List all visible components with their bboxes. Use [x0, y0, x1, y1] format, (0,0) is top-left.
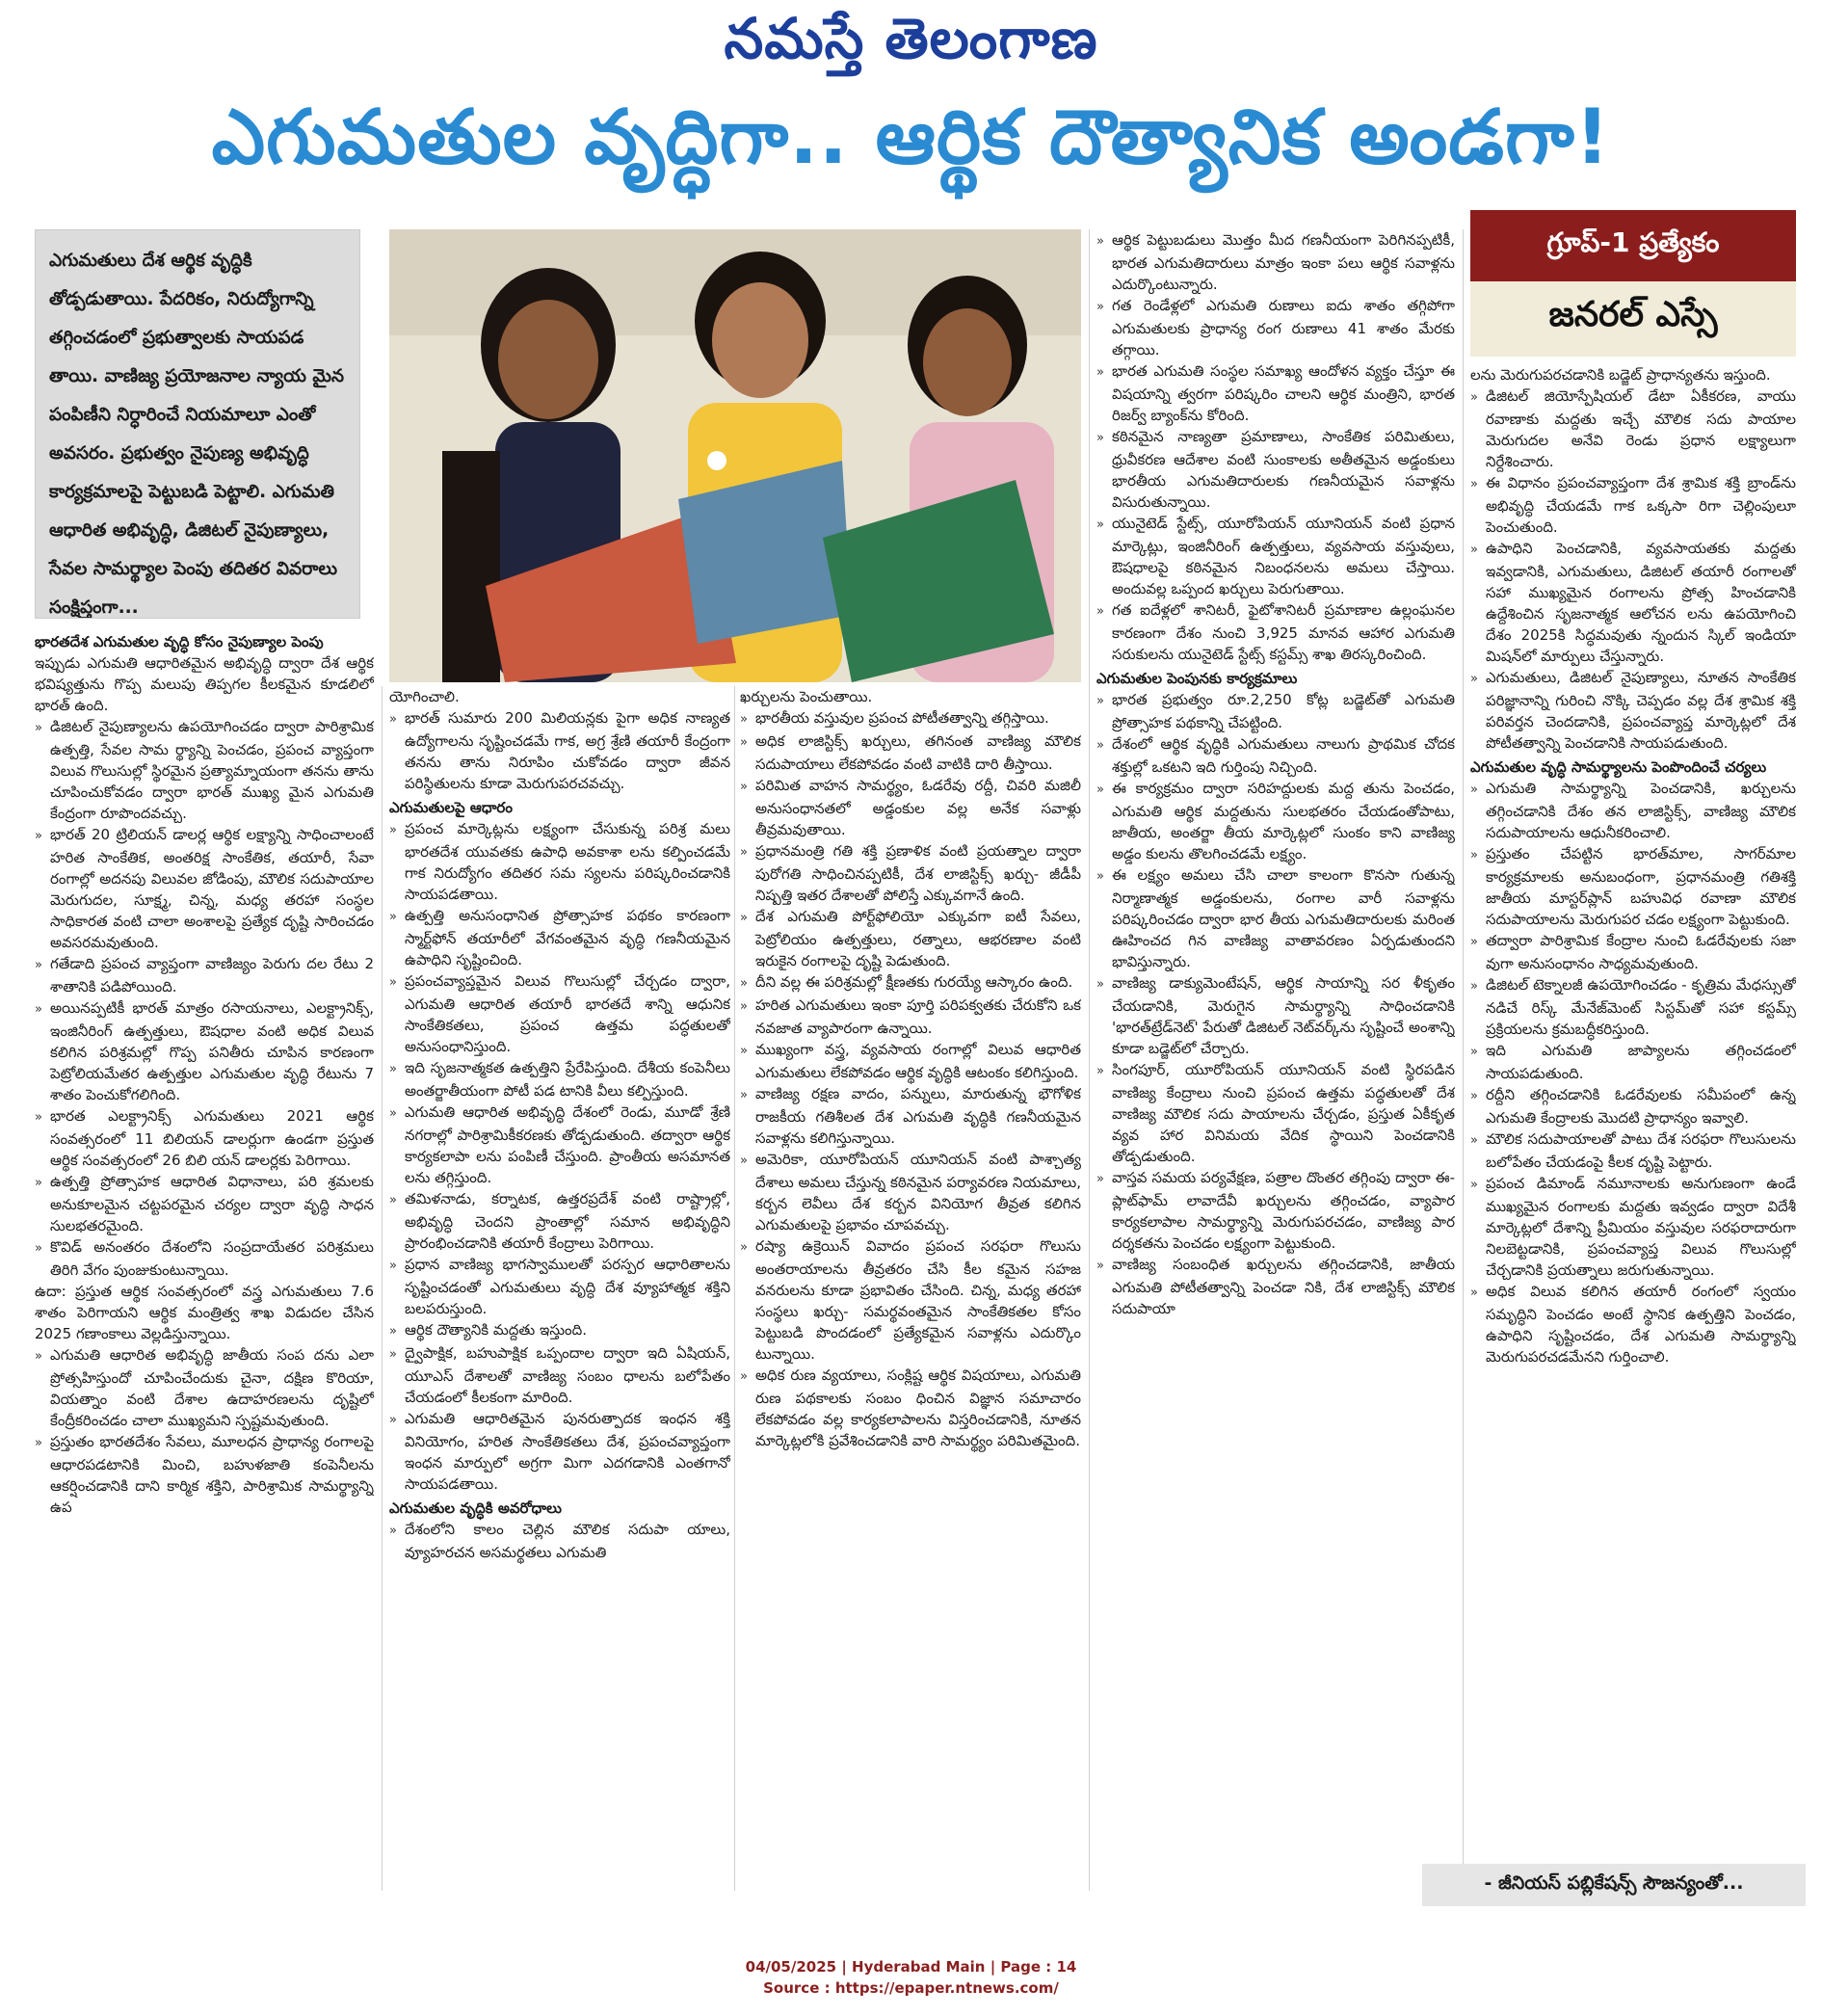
students-reading-photo-icon [389, 229, 1081, 682]
bullet-paragraph: » ఎగుమతి సామర్థ్యాన్ని పెంచడానికి, ఖర్చులను తగ్గించడానికి దేశం తన లాజిస్టిక్స్, వాణిజ్య మౌలిక సదుపాయాలను ఆధునీకరించాలి. [1470, 778, 1796, 843]
column-divider [1089, 229, 1090, 1891]
subheading: ఎగుమతుల పెంపునకు కార్యక్రమాలు [1096, 670, 1298, 687]
subheading: ఎగుమతుల వృద్ధికి అవరోధాలు [389, 1499, 562, 1517]
bullet-paragraph: » భారతీయ వస్తువుల ప్రపంచ పోటీతత్వాన్ని తగ్గిస్తాయి. [740, 707, 1081, 730]
section-title: జనరల్ ఎస్సే [1470, 281, 1796, 357]
bullet-paragraph: » ఉత్పత్తి ప్రోత్సాహక ఆధారిత విధానాలు, పరి శ్రమలకు అనుకూలమైన చట్టపరమైన చర్యల ద్వారా వృద్ధి సాధన సులభతరమైంది. [35, 1171, 374, 1236]
bullet-paragraph: » వాణిజ్య రక్షణ వాదం, పన్నులు, మారుతున్న భౌగోళిక రాజకీయ గతిశీలత దేశ ఎగుమతి వృద్ధికి గణనీయమైన సవాళ్లను కలిగిస్తున్నాయి. [740, 1083, 1081, 1149]
bullet-paragraph: » గతేడాది ప్రపంచ వ్యాప్తంగా వాణిజ్యం పెరుగు దల రేటు 2 శాతానికి పడిపోయింది. [35, 953, 374, 997]
bullet-paragraph: » వాణిజ్య డాక్యుమెంటేషన్, ఆర్థిక సాయాన్ని సర ళీకృతం చేయడానికి, మెరుగైన సామర్థ్యాన్ని సాధించడానికి 'భారత్‌ట్రేడ్‌నెట్' పేరుతో డిజిటల్ నెట్‌వర్క్‌ను సృష్టించే అంశాన్ని కూడా బడ్జెట్‌లో చేర్చారు. [1096, 972, 1455, 1059]
bullet-paragraph: » భారత్ 20 ట్రిలియన్ డాలర్ల ఆర్థిక లక్ష్యాన్ని సాధించాలంటే హరిత సాంకేతిక, అంతరిక్ష సాంకేతిక, తయారీ, సేవా రంగాల్లో అదనపు విలువల జోడింపు, మౌలిక సదుపాయాల మెరుగుదల, సూక్ష్మ, చిన్న, మధ్య తరహా సంస్థల సాధికారత వంటి చాలా అంశాలపై ప్రత్యేక దృష్టి సారించడం అవసరమవుతుంది. [35, 824, 374, 953]
bullet-paragraph: » ఆర్థిక పెట్టుబడులు మొత్తం మీద గణనీయంగా పెరిగినప్పటికీ, భారత ఎగుమతిదారులు మాత్రం ఇంకా పలు ఆర్థిక సవాళ్లను ఎదుర్కొంటున్నారు. [1096, 229, 1455, 295]
bullet-paragraph: » మౌలిక సదుపాయాలతో పాటు దేశ సరఫరా గొలుసులను బలోపేతం చేయడంపై కీలక దృష్టి పెట్టారు. [1470, 1128, 1796, 1173]
bullet-paragraph: » భారత్ సుమారు 200 మిలియన్లకు పైగా అధిక నాణ్యత ఉద్యోగాలను సృష్టించడమే గాక, అగ్ర శ్రేణి తయారీ కేంద్రంగా తనను తాను నిరూపిం చుకోవడం ద్వారా జీవన పరిస్థితులను కూడా మెరుగుపరచవచ్చు. [389, 707, 730, 794]
article-column-5 [1470, 364, 1796, 1868]
bullet-paragraph: » దేశ ఎగుమతి పోర్ట్‌ఫోలియో ఎక్కువగా ఐటీ సేవలు, పెట్రోలియం ఉత్పత్తులు, రత్నాలు, ఆభరణాల వంటి ఇరుకైన రంగాలపై దృష్టి పెడుతుంది. [740, 906, 1081, 971]
bullet-paragraph: » అమెరికా, యూరోపియన్ యూనియన్ వంటి పాశ్చాత్య దేశాలు అమలు చేస్తున్న కఠినమైన పర్యావరణ నియమాలు, కర్బన లెవీలు దేశ కర్బన వినియోగ తీవ్రత కలిగిన ఎగుమతులపై ప్రభావం చూపవచ్చు. [740, 1149, 1081, 1235]
bullet-paragraph: » గత రెండేళ్లలో ఎగుమతి రుణాలు ఐదు శాతం తగ్గిపోగా ఎగుమతులకు ప్రాధాన్య రంగ రుణాలు 41 శాతం మేరకు తగ్గాయి. [1096, 295, 1455, 360]
bullet-paragraph: » రష్యా ఉక్రెయిన్ వివాదం ప్రపంచ సరఫరా గొలుసు అంతరాయాలను తీవ్రతరం చేసి కీల కమైన సహజ వనరులను కూడా ప్రభావితం చేసింది. చిన్న, మధ్య తరహా సంస్థలు ఖర్చు- సమర్థవంతమైన సాంకేతికతల కోసం పెట్టుబడి పొందడంలో ప్రత్యేకమైన సవాళ్లను ఎదుర్కొం టున్నాయి. [740, 1235, 1081, 1365]
bullet-paragraph: » కొవిడ్ అనంతరం దేశంలోని సంప్రదాయేతర పరిశ్రమలు తిరిగి వేగం పుంజుకుంటున్నాయి. [35, 1236, 374, 1281]
bullet-paragraph: » దేశంలో ఆర్థిక వృద్ధికి ఎగుమతులు నాలుగు ప్రాథమిక చోదక శక్తుల్లో ఒకటని ఇది గుర్తింపు నిచ్చింది. [1096, 733, 1455, 778]
bullet-paragraph: » భారత ప్రభుత్వం రూ.2,250 కోట్ల బడ్జెట్‌తో ఎగుమతి ప్రోత్సాహక పథకాన్ని చేపట్టింది. [1096, 689, 1455, 733]
bullet-paragraph: » భారత ఎలక్ట్రానిక్స్ ఎగుమతులు 2021 ఆర్థిక సంవత్సరంలో 11 బిలియన్ డాలర్లుగా ఉండగా ప్రస్తుత ఆర్థిక సంవత్సరంలో 26 బిలి యన్ డాలర్లకు పెరిగాయి. [35, 1105, 374, 1171]
bullet-paragraph: » ప్రపంచ డిమాండ్ నమూనాలకు అనుగుణంగా ఉండే ముఖ్యమైన రంగాలకు మద్దతు ఇవ్వడం ద్వారా విదేశీ మార్కెట్లలో దేశాన్ని ప్రీమియం వస్తువుల సరఫరాదారుగా నిలబెట్టడానికి, ప్రపంచవ్యాప్త విలువ గొలుసుల్లో చేర్చడానికి ప్రయత్నాలు జరుగుతున్నాయి. [1470, 1173, 1796, 1281]
article-column-1 [35, 628, 374, 1891]
bullet-paragraph: » అధిక రుణ వ్యయాలు, సంక్లిష్ట ఆర్థిక విషయాలు, ఎగుమతి రుణ పథకాలకు సంబం ధించిన విజ్ఞాన సమాచారం లేకపోవడం వల్ల కార్యకలాపాలను విస్తరించడానికి, నూతన మార్కెట్లలోకి ప్రవేశించడానికి వారి సామర్థ్యం పరిమితమైంది. [740, 1365, 1081, 1451]
bullet-paragraph: » డిజిటల్ టెక్నాలజీ ఉపయోగించడం - కృత్రిమ మేధస్సుతో నడిచే రిస్క్ మేనేజ్‌మెంట్ సిస్టమ్‌తో సహా కస్టమ్స్ ప్రక్రియలను క్రమబద్ధీకరిస్తుంది. [1470, 974, 1796, 1040]
bullet-paragraph: » ఉపాధిని పెంచడానికి, వ్యవసాయతకు మద్దతు ఇవ్వడానికి, ఎగుమతులు, డిజిటల్ తయారీ రంగాలతో సహా ముఖ్యమైన రంగాలను ప్రోత్స హించడానికి ఉద్దేశించిన సృజనాత్మక ఆలోచన లను ఉపయోగించి దేశం 2025కి సిద్ధమవుతు న్నందున స్కిల్ ఇండియా మిషన్‌లో మార్పులు చేస్తున్నారు. [1470, 538, 1796, 667]
bullet-paragraph: » తమిళనాడు, కర్నాటక, ఉత్తరప్రదేశ్ వంటి రాష్ట్రాల్లో, అభివృద్ధి చెందని ప్రాంతాల్లో సమాన అభివృద్ధిని ప్రారంభించడానికి తయారీ కేంద్రాలు పెరిగాయి. [389, 1188, 730, 1254]
students-photo [389, 229, 1081, 682]
bullet-paragraph: » అయినప్పటికీ భారత్ మాత్రం రసాయనాలు, ఎలక్ట్రానిక్స్, ఇంజినీరింగ్ ఉత్పత్తులు, ఔషధాల వంటి అధిక విలువ కలిగిన పరిశ్రమల్లో గొప్ప పనితీరు చూపిన కారణంగా పెట్రోలియమేతర ఉత్పత్తుల ఎగుమతుల వృద్ధి రేటును 7 శాతం పెంచుకోగలిగింది. [35, 997, 374, 1105]
bullet-paragraph: » పరిమిత వాహన సామర్థ్యం, ఓడరేవు రద్దీ, చివరి మజిలీ అనుసంధానతలో అడ్డంకుల వల్ల అనేక సవాళ్లు తీవ్రమవుతాయి. [740, 775, 1081, 840]
bullet-paragraph: » హరిత ఎగుమతులు ఇంకా పూర్తి పరిపక్వతకు చేరుకోని ఒక నవజాత వ్యాపారంగా ఉన్నాయి. [740, 995, 1081, 1039]
bullet-paragraph: » ప్రస్తుతం చేపట్టిన భారత్‌మాల, సాగర్‌మాల కార్యక్రమాలకు అనుబంధంగా, ప్రధానమంత్రి గతిశక్తి జాతీయ మాస్టర్‌ప్లాన్ బహువిధ రవాణా మౌలిక సదుపాయాలను మెరుగుపర చడం లక్ష్యంగా పెట్టుకుంది. [1470, 843, 1796, 930]
bullet-paragraph: » ప్రధానమంత్రి గతి శక్తి ప్రణాళిక వంటి ప్రయత్నాల ద్వారా పురోగతి సాధించినప్పటికీ, దేశ లాజిస్టిక్స్ ఖర్చు- జీడీపీ నిష్పత్తి ఇతర దేశాలతో పోలిస్తే ఎక్కువగానే ఉంది. [740, 840, 1081, 906]
bullet-paragraph: » ఇది ఎగుమతి జాప్యాలను తగ్గించడంలో సాయపడుతుంది. [1470, 1040, 1796, 1084]
bullet-paragraph: » దేశంలోని కాలం చెల్లిన మౌలిక సదుపా యాలు, వ్యూహరచన అసమర్థతలు ఎగుమతి [389, 1519, 730, 1563]
paragraph: ఖర్చులను పెంచుతాయి. [740, 688, 873, 705]
paragraph: ఉదా: ప్రస్తుత ఆర్థిక సంవత్సరంలో వస్త్ర ఎగుమతులు 7.6 శాతం పెరిగాయని ఆర్థిక మంత్రిత్వ శాఖ విడుదల చేసిన 2025 గణాంకాలు వెల్లడిస్తున్నాయి. [35, 1283, 374, 1342]
subheading: భారతదేశ ఎగుమతుల వృద్ధి కోసం నైపుణ్యాల పెంపు [35, 633, 324, 650]
bullet-paragraph: » డిజిటల్ జియోస్పేషియల్ డేటా ఏకీకరణ, వాయు రవాణాకు మద్దతు ఇచ్చే మౌలిక సదు పాయాల మెరుగుదల అనేవి రెండు ప్రధాన లక్ష్యాలుగా నిర్దేశించారు. [1470, 385, 1796, 472]
bullet-paragraph: » ఉత్పత్తి అనుసంధానిత ప్రోత్సాహక పథకం కారణంగా స్మార్ట్‌ఫోన్ తయారీలో వేగవంతమైన వృద్ధి గణనీయమైన ఉపాధిని సృష్టించింది. [389, 905, 730, 970]
bullet-paragraph: » వాస్తవ సమయ పర్యవేక్షణ, పత్రాల దొంతర తగ్గింపు ద్వారా ఈ-ప్లాట్‌ఫామ్ లావాదేవీ ఖర్చులను తగ్గించడం, వ్యాపార కార్యకలాపాల సామర్థ్యాన్ని మెరుగుపరచడం, వాణిజ్య పార దర్శకతను పెంచడం లక్ష్యంగా పెట్టుకుంది. [1096, 1167, 1455, 1254]
article-column-3 [740, 686, 1081, 1891]
bullet-paragraph: » గత ఐదేళ్లలో శానిటరీ, ఫైటోశానిటరీ ప్రమాణాల ఉల్లంఘనల కారణంగా దేశం నుంచి 3,925 మానవ ఆహార ఎగుమతి సరుకులను యునైటెడ్ స్టేట్స్ కస్టమ్స్ శాఖ తిరస్కరించింది. [1096, 599, 1455, 665]
bullet-paragraph: » ఈ లక్ష్యం అమలు చేసి చాలా కాలంగా కొనసా గుతున్న నిర్మాణాత్మక అడ్డంకులను, రంగాల వారీ సవాళ్లను పరిష్కరించడం ద్వారా భార తీయ ఎగుమతిదారులకు మరింత ఊహించద గిన వాణిజ్య వాతావరణం ఏర్పడుతుందని భావిస్తున్నారు. [1096, 864, 1455, 972]
bullet-paragraph: » వాణిజ్య సంబంధిత ఖర్చులను తగ్గించడానికి, జాతీయ ఎగుమతి పోటీతత్వాన్ని పెంచడా నికి, దేశ లాజిస్టిక్స్ మౌలిక సదుపాయా [1096, 1254, 1455, 1319]
bullet-paragraph: » యునైటెడ్ స్టేట్స్, యూరోపియన్ యూనియన్ వంటి ప్రధాన మార్కెట్లు, ఇంజినీరింగ్ ఉత్పత్తులు, వ్యవసాయ వస్తువులు, ఔషధాలపై కఠినమైన నిబంధనలను అమలు చేస్తాయి. అందువల్ల ఒప్పంద ఖర్చులు పెరుగుతాయి. [1096, 513, 1455, 599]
bullet-paragraph: » ప్రధాన వాణిజ్య భాగస్వాములతో పరస్పర ఆధారితాలను సృష్టించడంతో ఎగుమతులు వృద్ధి దేశ వ్యూహాత్మక శక్తిని బలపరుస్తుంది. [389, 1254, 730, 1319]
bullet-paragraph: » ఈ కార్యక్రమం ద్వారా సరిహద్దులకు మద్ద తును పెంచడం, ఎగుమతి ఆర్థిక మద్దతును సులభతరం చేయడంతోపాటు, జాతీయ, అంతర్జా తీయ మార్కెట్లలో సుంకం కాని వాణిజ్య అడ్డం కులను తొలగించడమే లక్ష్యం. [1096, 778, 1455, 864]
bullet-paragraph: » ఎగుమతులు, డిజిటల్ నైపుణ్యాలు, నూతన సాంకేతిక పరిజ్ఞానాన్ని గురించి నొక్కి చెప్పడం వల్ల దేశ శ్రామిక శక్తి పరివర్తన చెందడానికి, ప్రపంచవ్యాప్త మార్కెట్లలో దేశ పోటీతత్వాన్ని పెంచడానికి సాయపడుతుంది. [1470, 667, 1796, 754]
article-column-4 [1096, 229, 1455, 1891]
column-divider [382, 686, 383, 1891]
paragraph: ఇప్పుడు ఎగుమతి ఆధారితమైన అభివృద్ధి ద్వారా దేశ ఆర్థిక భవిష్యత్తును గొప్ప మలుపు తిప్పగల కీలకమైన కూడలిలో భారత్ ఉంది. [35, 654, 374, 714]
bullet-paragraph: » భారత ఎగుమతి సంస్థల సమాఖ్య ఆందోళన వ్యక్తం చేస్తూ ఈ విషయాన్ని త్వరగా పరిష్కరిం చాలని ఆర్థిక మంత్రిని, భారత రిజర్వ్ బ్యాంక్‌ను కోరింది. [1096, 360, 1455, 426]
paragraph: లను మెరుగుపరచడానికి బడ్జెట్ ప్రాధాన్యతను ఇస్తుంది. [1470, 366, 1771, 384]
bullet-paragraph: » ఎగుమతి ఆధారిత అభివృద్ధి దేశంలో రెండు, మూడో శ్రేణి నగరాల్లో పారిశ్రామికీకరణకు తోడ్పడుతుంది. తద్వారా ఆర్థిక కార్యకలాపా లను పంపిణీ చేస్తుంది. ప్రాంతీయ అసమానత లను తగ్గిస్తుంది. [389, 1101, 730, 1188]
page-footer [0, 1956, 1822, 1999]
bullet-paragraph: » కఠినమైన నాణ్యతా ప్రమాణాలు, సాంకేతిక పరిమితులు, ధ్రువీకరణ ఆదేశాల వంటి సుంకాలకు అతీతమైన అడ్డంకులు భారతీయ ఎగుమతిదారులకు గణనీయమైన సవాళ్లను విసురుతున్నాయి. [1096, 426, 1455, 513]
masthead-logo: నమస్తే తెలంగాణ [724, 6, 1098, 71]
column-divider [1463, 229, 1464, 1891]
bullet-paragraph: » ప్రపంచ మార్కెట్లను లక్ష్యంగా చేసుకున్న పరిశ్ర మలు భారతదేశ యువతకు ఉపాధి అవకాశా లను కల్పించడమే గాక నిరుద్యోగం తదితర సమ స్యలను పరిష్కరించడానికి సాయపడతాయి. [389, 818, 730, 905]
bullet-paragraph: » అధిక విలువ కలిగిన తయారీ రంగంలో స్వయం సమృద్ధిని పెంచడం అంటే స్థానిక ఉత్పత్తిని పెంచడం, ఉపాధిని సృష్టించడం, దేశ ఎగుమతి సామర్థ్యాన్ని మెరుగుపరచడమేనని గుర్తించాలి. [1470, 1281, 1796, 1367]
subheading: ఎగుమతుల వృద్ధి సామర్థ్యాలను పెంపొందించే చర్యలు [1470, 758, 1767, 776]
footer-source: Source : https://epaper.ntnews.com/ [763, 1979, 1059, 1997]
bullet-paragraph: » ఆర్థిక దౌత్యానికి మద్దతు ఇస్తుంది. [389, 1319, 730, 1342]
bullet-paragraph: » డిజిటల్ నైపుణ్యాలను ఉపయోగించడం ద్వారా పారిశ్రామిక ఉత్పత్తి, సేవల సామ ర్థ్యాన్ని పెంచడం, ప్రపంచ వ్యాప్తంగా విలువ గొలుసుల్లో స్థిరమైన ప్రత్యామ్నాయంగా తనను తాను చూపించుకోవడం ద్వారా భారత్ ముఖ్య మైన ఎగుమతి కేంద్రంగా రూపొందవచ్చు. [35, 716, 374, 824]
bullet-paragraph: » రద్దీని తగ్గించడానికి ఓడరేవులకు సమీపంలో ఉన్న ఎగుమతి కేంద్రాలకు మొదటి ప్రాధాన్యం ఇవ్వాలి. [1470, 1084, 1796, 1128]
bullet-paragraph: » ఎగుమతి ఆధారితమైన పునరుత్పాదక ఇంధన శక్తి వినియోగం, హరిత సాంకేతికతలు దేశ, ప్రపంచవ్యాప్తంగా ఇంధన మార్పులో అగ్రగా మిగా ఎదగడానికి ఎంతగానో సాయపడతాయి. [389, 1408, 730, 1495]
subheading: ఎగుమతులపై ఆధారం [389, 799, 513, 816]
headline: ఎగుమతుల వృద్ధిగా.. ఆర్థిక దౌత్యానిక అండగా! [211, 94, 1611, 181]
bullet-paragraph: » అధిక లాజిస్టిక్స్ ఖర్చులు, తగినంత వాణిజ్య మౌలిక సదుపాయాలు లేకపోవడం వంటి వాటికి దారి తీస్తాయి. [740, 730, 1081, 775]
courtesy-credit: - జీనియస్ పబ్లికేషన్స్ సౌజన్యంతో... [1422, 1864, 1806, 1906]
bullet-paragraph: » దీని వల్ల ఈ పరిశ్రమల్లో క్షీణతకు గురయ్యే ఆస్కారం ఉంది. [740, 971, 1081, 995]
bullet-paragraph: » ప్రపంచవ్యాప్తమైన విలువ గొలుసుల్లో చేర్చడం ద్వారా, ఎగుమతి ఆధారిత తయారీ భారతదే శాన్ని ఆధునిక సాంకేతికతలు, ప్రపంచ ఉత్తమ పద్ధతులతో అనుసంధానిస్తుంది. [389, 970, 730, 1057]
intro-box: ఎగుమతులు దేశ ఆర్థిక వృద్ధికి తోడ్పడుతాయి. పేదరికం, నిరుద్యోగాన్ని తగ్గించడంలో ప్రభుత్వాలకు సాయపడ తాయి. వాణిజ్య ప్రయోజనాల న్యాయ మైన పంపిణీని నిర్ధారించే నియమాలూ ఎంతో అవసరం. ప్రభుత్వం నైపుణ్య అభివృద్ధి కార్యక్రమాలపై పెట్టుబడి పెట్టాలి. ఎగుమతి ఆధారిత అభివృద్ధి, డిజిటల్ నైపుణ్యాలు, సేవల సామర్థ్యాల పెంపు తదితర వివరాలు సంక్షిప్తంగా... [35, 229, 360, 619]
bullet-paragraph: » ఎగుమతి ఆధారిత అభివృద్ధి జాతీయ సంప దను ఎలా ప్రోత్సహిస్తుందో చూపించేందుకు చైనా, దక్షిణ కొరియా, వియత్నాం వంటి దేశాల ఉదాహరణలను దృష్టిలో కేంద్రీకరించడం చాలా ముఖ్యమని స్పష్టమవుతుంది. [35, 1344, 374, 1431]
article-column-2 [389, 686, 730, 1891]
bullet-paragraph: » సింగపూర్, యూరోపియన్ యూనియన్ వంటి స్థిరపడిన వాణిజ్య కేంద్రాలు నుంచి ప్రపంచ ఉత్తమ పద్ధతులతో దేశ వాణిజ్య మౌలిక సదు పాయాలను చేర్చడం, ప్రస్తుత ఏకీకృత వ్యవ హార వినిమయ వేదిక స్థాయిని పెంచడానికి తోడ్పడుతుంది. [1096, 1059, 1455, 1167]
bullet-paragraph: » తద్వారా పారిశ్రామిక కేంద్రాల నుంచి ఓడరేవులకు సజా వుగా అనుసంధానం సాధ్యమవుతుంది. [1470, 930, 1796, 974]
paragraph: యోగించాలి. [389, 688, 460, 705]
bullet-paragraph: » ఈ విధానం ప్రపంచవ్యాప్తంగా దేశ శ్రామిక శక్తి బ్రాండ్‌ను అభివృద్ధి చేయడమే గాక ఒక్కసా రిగా చెల్లింపులూ పెంచుతుంది. [1470, 472, 1796, 538]
bullet-paragraph: » ఇది సృజనాత్మకత ఉత్పత్తిని ప్రేరేపిస్తుంది. దేశీయ కంపెనీలు అంతర్జాతీయంగా పోటీ పడ టానికి వీలు కల్పిస్తుంది. [389, 1057, 730, 1101]
footer-date-edition: 04/05/2025 | Hyderabad Main | Page : 14 [745, 1958, 1077, 1976]
group-1-special-tag: గ్రూప్-1 ప్రత్యేకం [1470, 210, 1796, 281]
column-divider [734, 686, 735, 1891]
bullet-paragraph: » ముఖ్యంగా వస్త్ర, వ్యవసాయ రంగాల్లో విలువ ఆధారిత ఎగుమతులు లేకపోవడం ఆర్థిక వృద్ధికి ఆటంకం కలిగిస్తుంది. [740, 1039, 1081, 1083]
bullet-paragraph: » ప్రస్తుతం భారతదేశం సేవలు, మూలధన ప్రాధాన్య రంగాలపై ఆధారపడటానికి మించి, బహుళజాతి కంపెనీలను ఆకర్షించడానికి దాని కార్మిక శక్తిని, పారిశ్రామిక సామర్థ్యాన్ని ఉప [35, 1431, 374, 1518]
bullet-paragraph: » ద్వైపాక్షిక, బహుపాక్షిక ఒప్పందాల ద్వారా ఇది ఏషియన్, యూఎస్ దేశాలతో వాణిజ్య సంబం ధాలను బలోపేతం చేయడంలో కీలకంగా మారింది. [389, 1342, 730, 1408]
